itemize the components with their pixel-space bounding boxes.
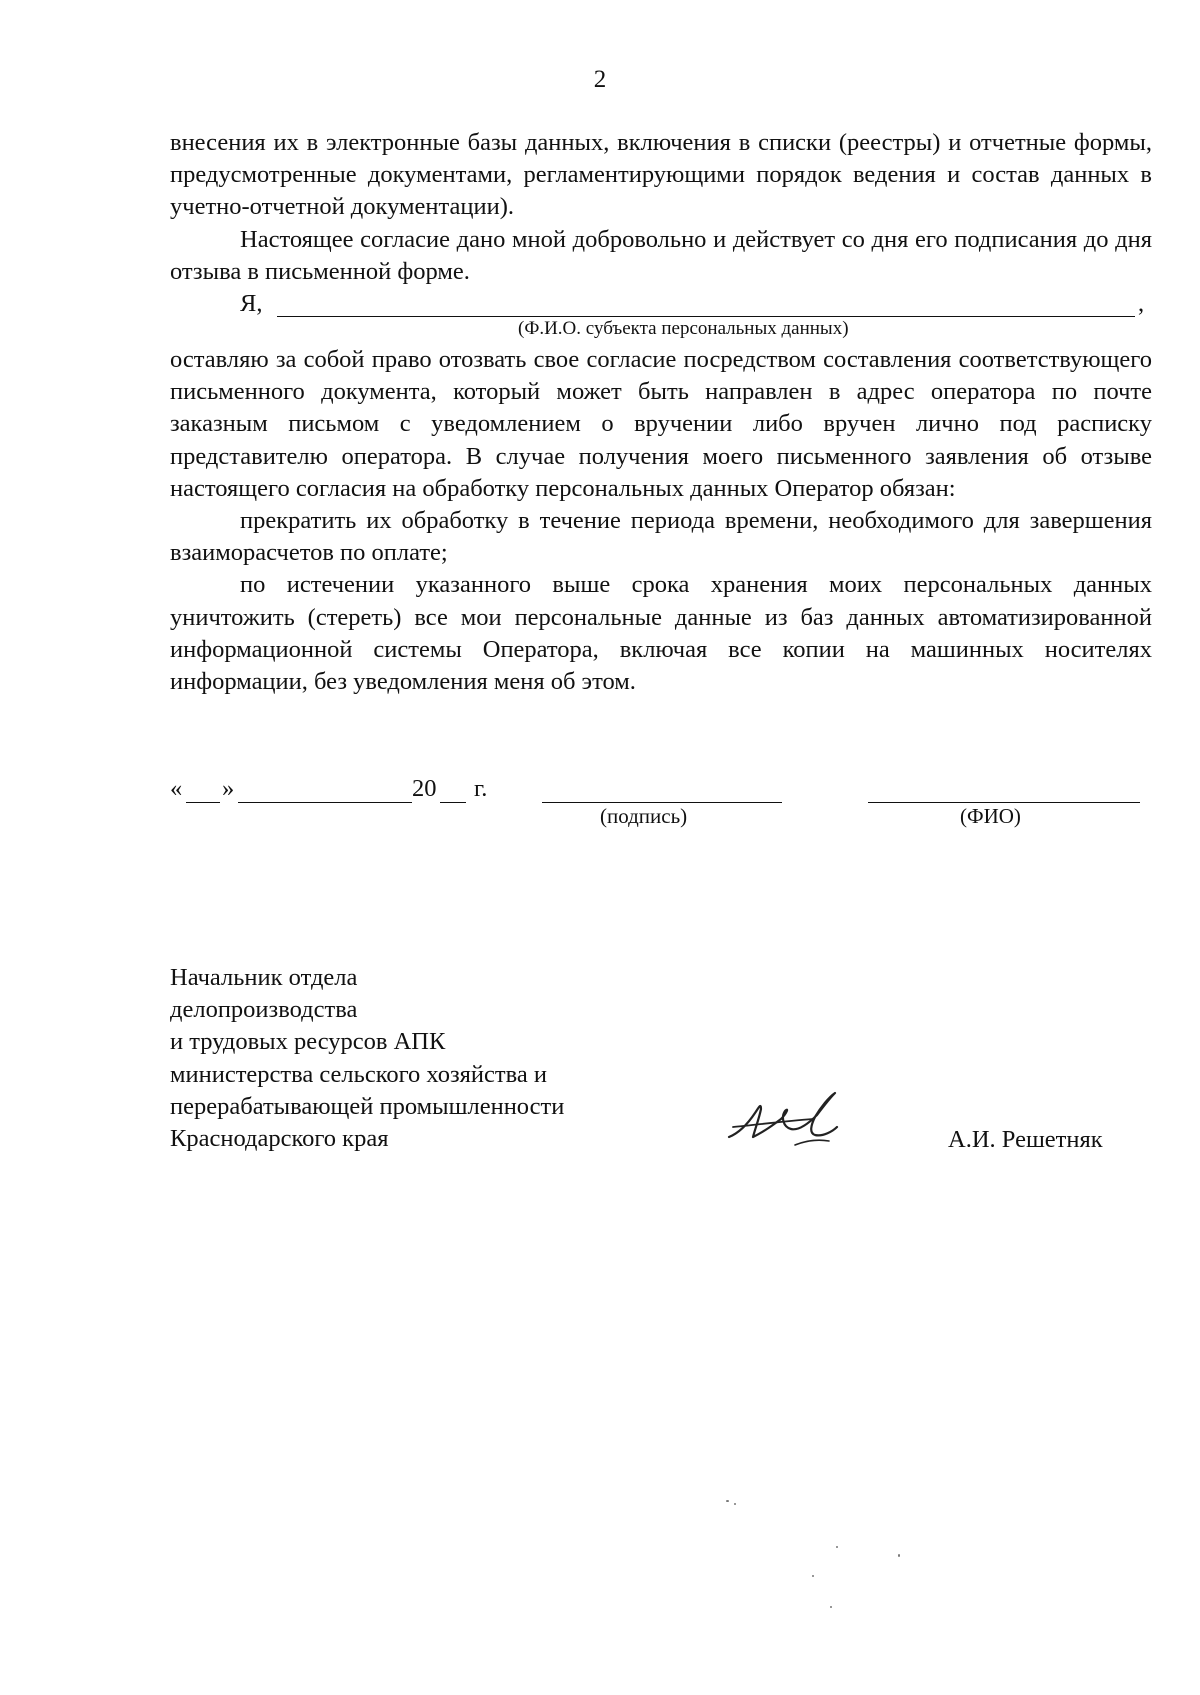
date-close-quote: » — [222, 775, 235, 802]
signatory-line: министерства сельского хозяйства и — [170, 1060, 547, 1088]
year-prefix: 20 — [412, 775, 437, 802]
scan-speck — [726, 1500, 729, 1502]
signatory-line: перерабатывающей промышленности — [170, 1092, 565, 1120]
scan-speck — [836, 1546, 838, 1548]
month-blank — [238, 802, 412, 803]
paragraph-withdrawal-right: оставляю за собой право отозвать свое согласие посредством составления соответствующего письменного документа, который может быть направлен в адрес оператора по почте заказным письмом с уведомлением о вручении либо вручен лично под расписку представителю оператора. В случае получения моего письменного заявления об отзыве настоящего согласия на обработку персональных данных Оператор обязан: — [170, 346, 1152, 502]
signatory-title — [170, 962, 564, 1155]
scan-speck — [898, 1554, 900, 1557]
paragraph-destroy-data: по истечении указанного выше срока хранения моих персональных данных уничтожить (стереть) все мои персональные данные из баз данных автоматизированной информационной системы Оператора, включая все копии на машинных носителях информации, без уведомления меня об этом. — [170, 571, 1152, 696]
signatory-line: делопроизводства — [170, 996, 358, 1024]
scan-speck — [812, 1575, 814, 1577]
date-open-quote: « — [170, 775, 183, 802]
signatory-line: и трудовых ресурсов АПК — [170, 1028, 446, 1056]
signatory-line: Краснодарского края — [170, 1125, 389, 1153]
signatory-line: Начальник отдела — [170, 964, 358, 991]
paragraph-stop-processing: прекратить их обработку в течение периода времени, необходимого для завершения взаиморасчетов по оплате; — [170, 507, 1152, 567]
ya-label: Я, — [240, 290, 263, 318]
paragraph-consent-validity: Настоящее согласие дано мной добровольно и действует со дня его подписания до дня отзыва в письменной форме. — [170, 225, 1152, 285]
paragraph-data-entry: внесения их в электронные базы данных, включения в списки (реестры) и отчетные формы, предусмотренные документами, регламентирующими порядок ведения и состав данных в учетно-отчетной документации). — [170, 129, 1152, 221]
fio-blank — [868, 802, 1140, 803]
signature-caption: (подпись) — [600, 804, 688, 828]
scan-speck — [830, 1606, 832, 1608]
scan-speck — [734, 1503, 736, 1505]
day-blank — [186, 802, 220, 803]
document-body — [170, 127, 1152, 698]
fio-caption: (ФИО) — [960, 804, 1021, 828]
year-suffix: г. — [474, 775, 488, 802]
handwritten-signature — [725, 1085, 845, 1151]
subject-name-line — [170, 288, 1152, 320]
ya-comma: , — [1138, 290, 1145, 318]
signature-blank — [542, 802, 782, 803]
subject-name-caption: (Ф.И.О. субъекта персональных данных) — [518, 318, 849, 340]
signer-name: А.И. Решетняк — [948, 1126, 1103, 1153]
subject-name-blank — [277, 316, 1135, 317]
year-blank — [440, 802, 466, 803]
date-signature-row — [170, 774, 1152, 834]
page-number: 2 — [593, 66, 607, 93]
